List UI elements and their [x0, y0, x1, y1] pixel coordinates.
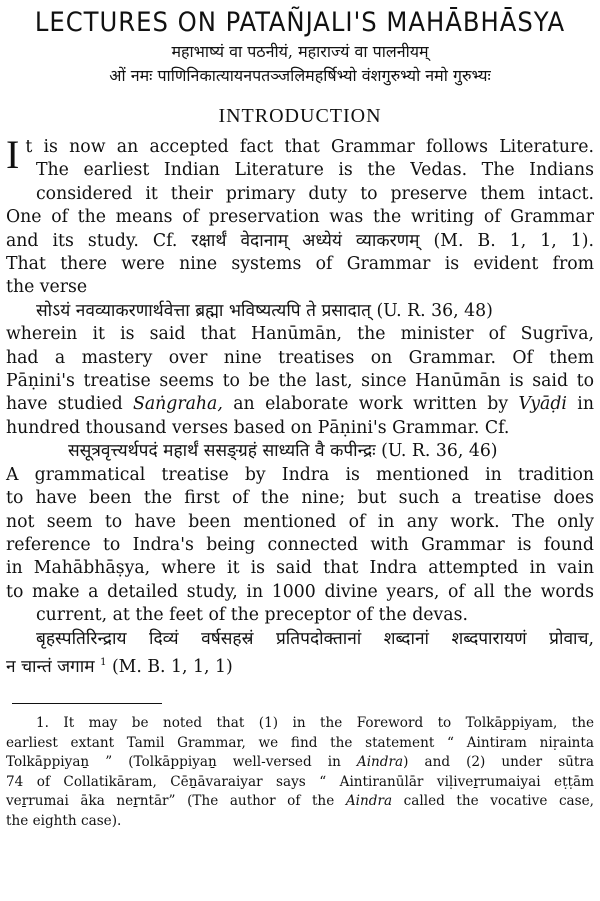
footnote [6, 714, 594, 831]
footnote-line: earliest extant Tamil Grammar, we find the statement “ Aintiram niṛainta [6, 734, 594, 751]
text-line: wherein it is said that Hanūmān, the minister of Sugrīva, [6, 324, 594, 345]
text-fragment: an elaborate work written by [233, 394, 509, 415]
footnote-rule [12, 703, 162, 704]
text-line: in Mahābhāṣya, where it is said that Indra attempted in vain [6, 558, 594, 579]
sanskrit-quote-line: बृहस्पतिरिन्द्राय दिव्यं वर्षसहस्रं प्रतिपदोक्तानां शब्दानां शब्दपारायणं प्रोवाच, [36, 628, 594, 649]
text-fragment: called the vocative case, [403, 793, 595, 810]
text-line [6, 393, 594, 416]
text-line: the verse [6, 277, 88, 298]
sanskrit-quote-line [6, 651, 594, 679]
text-line: Pāṇini's treatise seems to be the last, since Hanūmān is said to [6, 371, 594, 392]
body-text [6, 132, 594, 679]
footnote-line [6, 792, 594, 812]
footnote-line [6, 753, 594, 773]
sanskrit-quote-line: ससूत्रवृत्त्यर्थपदं महार्थं ससङ्ग्रहं साध्यति वै कपीन्द्रः (U. R. 36, 46) [68, 441, 498, 462]
running-head: LECTURES ON PATAÑJALI'S MAHĀBHĀSYA [34, 7, 566, 38]
drop-cap: I [6, 132, 20, 177]
sanskrit-verse-1: महाभाष्यं वा पठनीयं, महाराज्यं वा पालनीयम् [171, 42, 429, 61]
italic-title: Aindra [356, 754, 404, 771]
footnote-line: the eighth case). [6, 812, 122, 829]
text-line: considered it their primary duty to preserve them intact. [36, 183, 594, 204]
sanskrit-quote-line: सोऽयं नवव्याकरणार्थवेत्ता ब्रह्मा भविष्यत्यपि ते प्रसादात् (U. R. 36, 48) [36, 300, 493, 321]
citation: (M. B. 1, 1, 1) [111, 656, 233, 677]
text-fragment: in [577, 394, 594, 415]
footnote-line: 74 of Collatikāram, Cēṉāvaraiyar says “ Aintiranūlār viḷiveṟrumaiyai eṭṭām [6, 773, 594, 790]
text-fragment: न चान्तं जगाम [6, 656, 95, 677]
text-line: not seem to have been mentioned of in any work. The only [6, 511, 594, 532]
text-line: reference to Indra's being connected with Grammar is found [6, 534, 594, 555]
text-line: to have been the first of the nine; but such a treatise does [6, 488, 594, 509]
text-line: A grammatical treatise by Indra is mentioned in tradition [6, 464, 594, 485]
text-line: t is now an accepted fact that Grammar follows Literature. [25, 137, 594, 157]
text-fragment: ) and (2) under sūtra [403, 754, 594, 771]
footnote-line: 1. It may be noted that (1) in the Foreword to Tolkāppiyam, the [36, 715, 594, 732]
text-line: That there were nine systems of Grammar is evident from [6, 254, 594, 275]
text-line: had a mastery over nine treatises on Grammar. Of them [6, 347, 594, 368]
text-line: hundred thousand verses based on Pāṇini's Grammar. Cf. [6, 417, 510, 438]
text-fragment: Tolkāppiyaṉ ” (Tolkāppiyaṉ well-versed in [6, 754, 341, 771]
text-line: current, at the feet of the preceptor of the devas. [36, 605, 468, 626]
text-line: The earliest Indian Literature is the Vedas. The Indians [36, 160, 594, 181]
section-title: INTRODUCTION [218, 105, 382, 127]
italic-title: Aindra [345, 793, 393, 810]
text-fragment: veṟrumai āka neṟntār” (The author of the [6, 793, 335, 810]
text-line: to make a detailed study, in 1000 divine years, of all the words [6, 581, 594, 602]
italic-name: Vyāḍi [518, 394, 567, 415]
footnote-marker: 1 [100, 656, 107, 668]
text-line: One of the means of preservation was the writing of Grammar [6, 207, 594, 228]
text-fragment: have studied [6, 394, 123, 415]
text-line: and its study. Cf. रक्षार्थं वेदानाम् अध्येयं व्याकरणम् (M. B. 1, 1, 1). [6, 230, 594, 251]
sanskrit-invocation: ओं नमः पाणिनिकात्यायनपतञ्जलिमहर्षिभ्यो वंशगुरुभ्यो नमो गुरुभ्यः [109, 66, 491, 85]
italic-title: Saṅgraha, [133, 394, 223, 415]
